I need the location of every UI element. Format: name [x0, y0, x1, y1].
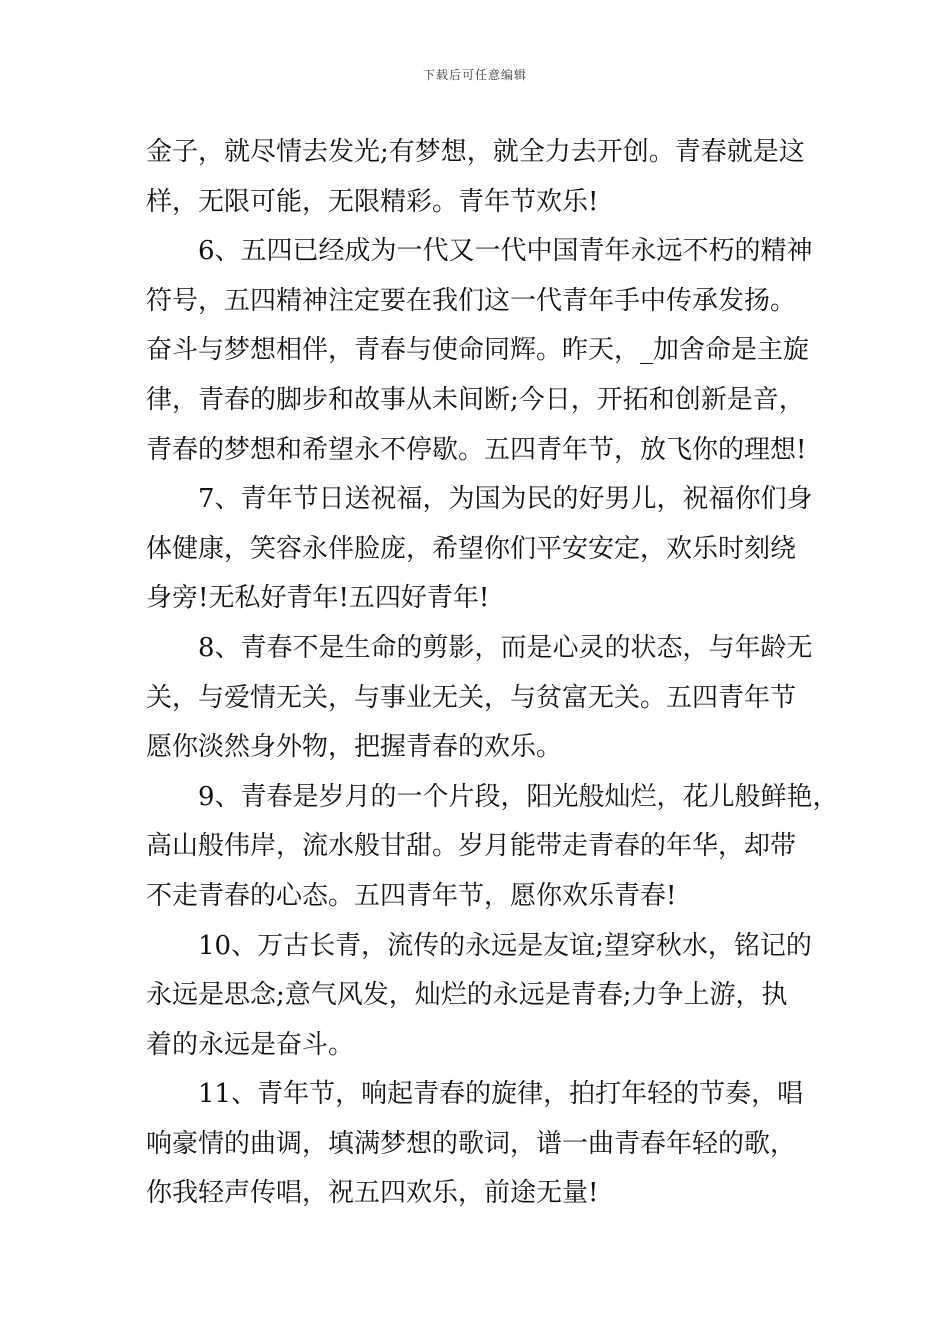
paragraph-start-6: 6、五四已经成为一代又一代中国青年永远不朽的精神	[198, 236, 813, 267]
text-line: 你我轻声传唱，祝五四欢乐，前途无量!	[146, 1178, 599, 1209]
text-line: 着的永远是奋斗。	[146, 1029, 355, 1060]
text-line: 不走青春的心态。五四青年节，愿你欢乐青春!	[146, 880, 677, 911]
text-line: 愿你淡然身外物，把握青春的欢乐。	[146, 732, 563, 763]
text-line: 样，无限可能，无限精彩。青年节欢乐!	[146, 186, 599, 217]
paragraph-start-9: 9、青春是岁月的一个片段，阳光般灿烂，花儿般鲜艳，	[198, 781, 839, 812]
text-line: 奋斗与梦想相伴，青春与使命同辉。昨天，_加舍命是主旋	[146, 335, 810, 366]
text-line: 符号，五四精神注定要在我们这一代青年手中传承发扬。	[146, 285, 797, 316]
page-header: 下载后可任意编辑	[422, 68, 527, 82]
text-line: 身旁!无私好青年!五四好青年!	[146, 583, 490, 614]
text-line: 律，青春的脚步和故事从未间断;今日，开拓和创新是音，	[146, 384, 805, 415]
paragraph-start-8: 8、青春不是生命的剪影，而是心灵的状态，与年龄无	[198, 632, 813, 663]
paragraph-start-10: 10、万古长青，流传的永远是友谊;望穿秋水，铭记的	[198, 930, 812, 961]
text-line: 金子，就尽情去发光;有梦想，就全力去开创。青春就是这	[146, 137, 805, 167]
text-line: 关，与爱情无关，与事业无关，与贫富无关。五四青年节	[146, 682, 797, 713]
text-line: 永远是思念;意气风发，灿烂的永远是青春;力争上游，执	[146, 980, 788, 1011]
text-line: 响豪情的曲调，填满梦想的歌词，谱一曲青春年轻的歌，	[146, 1128, 797, 1159]
text-line: 体健康，笑容永伴脸庞，希望你们平安安定，欢乐时刻绕	[146, 533, 797, 564]
text-line: 青春的梦想和希望永不停歇。五四青年节，放飞你的理想!	[146, 434, 807, 465]
paragraph-start-7: 7、青年节日送祝福，为国为民的好男儿，祝福你们身	[198, 484, 813, 515]
document-body	[146, 128, 839, 1219]
text-line: 高山般伟岸，流水般甘甜。岁月能带走青春的年华，却带	[146, 831, 797, 862]
paragraph-start-11: 11、青年节，响起青春的旋律，拍打年轻的节奏，唱	[198, 1079, 804, 1110]
